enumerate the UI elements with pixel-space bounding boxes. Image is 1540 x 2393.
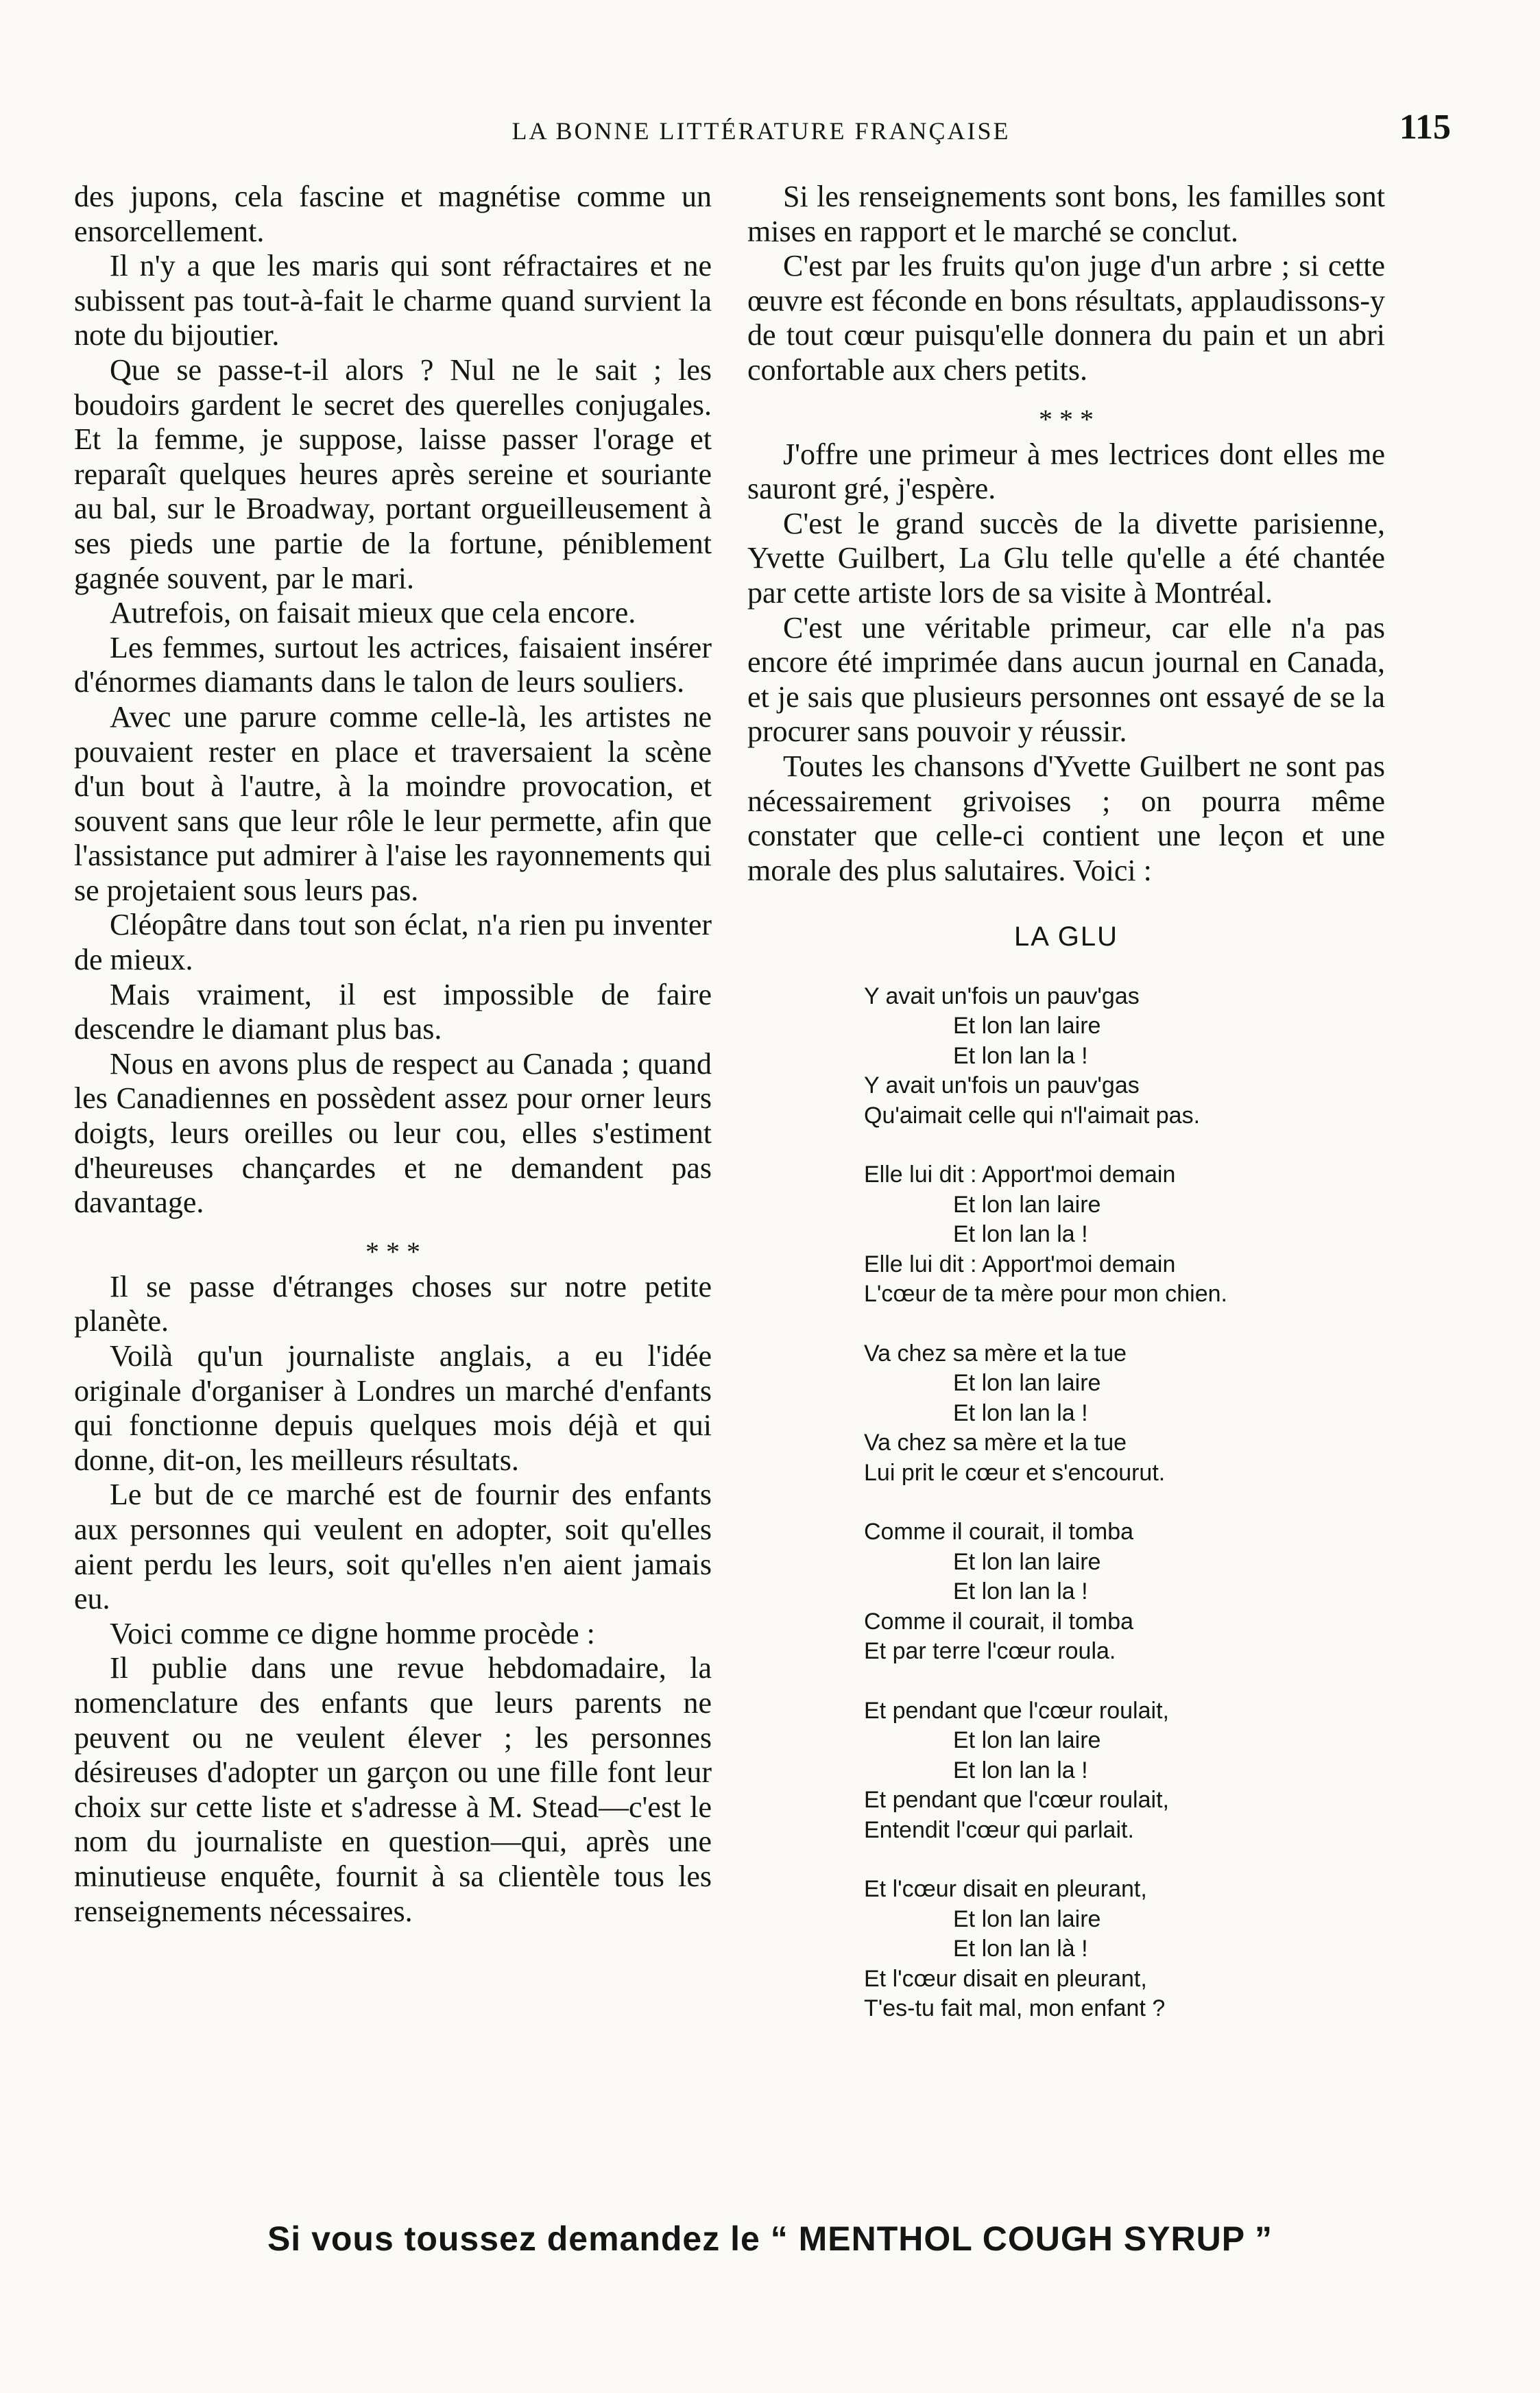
paragraph: Voilà qu'un journaliste anglais, a eu l'idée originale d'organiser à Londres un marché d'enfants qui fonctionne depuis quelques mois déjà et qui donne, dit-on, les meilleurs résultats. bbox=[74, 1339, 712, 1477]
verse-line: Et pendant que l'cœur roulait, bbox=[864, 1787, 1169, 1814]
verse-line: L'cœur de ta mère pour mon chien. bbox=[864, 1281, 1227, 1308]
paragraph: Il n'y a que les maris qui sont réfractaires et ne subissent pas tout-à-fait le charme quand survient la note du bijoutier. bbox=[74, 249, 712, 352]
verse-line: Et l'cœur disait en pleurant, bbox=[864, 1965, 1147, 1992]
running-head bbox=[0, 108, 1540, 158]
paragraph: Autrefois, on faisait mieux que cela encore. bbox=[110, 596, 636, 630]
paragraph: Avec une parure comme celle-là, les artistes ne pouvaient rester en place et traversaient la scène d'un bout à l'autre, à la moindre provocation, et souvent sans que leur rôle le leur permette, afin que l'assistance put admirer à l'aise les rayonnements qui se projetaient sous leurs pas. bbox=[74, 699, 712, 907]
poem-stanza bbox=[864, 1517, 1385, 1667]
verse-line: Lui prit le cœur et s'encourut. bbox=[864, 1459, 1166, 1486]
verse-line: Va chez sa mère et la tue bbox=[864, 1430, 1127, 1456]
refrain-line: Et lon lan laire bbox=[953, 1370, 1101, 1397]
verse-line: Et l'cœur disait en pleurant, bbox=[864, 1876, 1147, 1903]
paragraph: J'offre une primeur à mes lectrices dont elles me sauront gré, j'espère. bbox=[747, 437, 1385, 506]
paragraph: C'est par les fruits qu'on juge d'un arbre ; si cette œuvre est féconde en bons résultats, applaudissons-y de tout cœur puisqu'elle donnera du pain et un abri confortable aux chers petits. bbox=[747, 249, 1385, 387]
verse-line: Entendit l'cœur qui parlait. bbox=[864, 1816, 1134, 1843]
refrain-line: Et lon lan la ! bbox=[953, 1221, 1088, 1248]
paragraph: Le but de ce marché est de fournir des enfants aux personnes qui veulent en adopter, soit qu'elles aient perdu les leurs, soit qu'elles n'en aient jamais eu. bbox=[74, 1478, 712, 1616]
poem-stanza bbox=[864, 1339, 1385, 1489]
verse-line: Et pendant que l'cœur roulait, bbox=[864, 1697, 1169, 1724]
refrain-line: Et lon lan là ! bbox=[953, 1936, 1088, 1962]
verse-line: Comme il courait, il tomba bbox=[864, 1519, 1134, 1546]
refrain-line: Et lon lan la ! bbox=[953, 1399, 1088, 1426]
paragraph: Il publie dans une revue hebdomadaire, la nomenclature des enfants que leurs parents ne peuvent ou ne veulent élever ; les personnes désireuses d'adopter un garçon ou une fille font leur choix sur cette liste et s'adresse à M. Stead—c'est le nom du journaliste en question—qui, après une minutieuse enquête, fournit à sa clientèle tous les renseignements nécessaires. bbox=[74, 1651, 712, 1928]
paragraph: Voici comme ce digne homme procède : bbox=[110, 1616, 595, 1650]
poem-stanza bbox=[864, 1160, 1385, 1310]
paragraph: Si les renseignements sont bons, les familles sont mises en rapport et le marché se conclut. bbox=[747, 180, 1385, 248]
refrain-line: Et lon lan laire bbox=[953, 1905, 1101, 1932]
poem-stanza bbox=[864, 1696, 1385, 1846]
refrain-line: Et lon lan laire bbox=[953, 1013, 1101, 1039]
refrain-line: Et lon lan laire bbox=[953, 1548, 1101, 1575]
verse-line: Elle lui dit : Apport'moi demain bbox=[864, 1251, 1176, 1277]
paragraph: Mais vraiment, il est impossible de faire descendre le diamant plus bas. bbox=[74, 977, 712, 1046]
paragraph: Les femmes, surtout les actrices, faisaient insérer d'énormes diamants dans le talon de leurs souliers. bbox=[74, 630, 712, 699]
paragraph: Cléopâtre dans tout son éclat, n'a rien pu inventer de mieux. bbox=[74, 908, 712, 977]
section-break-asterism: * * * bbox=[1039, 403, 1094, 435]
paragraph: Toutes les chansons d'Yvette Guilbert ne sont pas nécessairement grivoises ; on pourra même constater que celle-ci contient une leçon et une morale des plus salutaires. Voici : bbox=[747, 749, 1385, 887]
paragraph: Que se passe-t-il alors ? Nul ne le sait ; les boudoirs gardent le secret des querelles conjugales. Et la femme, je suppose, laisse passer l'orage et reparaît quelques heures après sereine et souriante au bal, sur le Broadway, portant orgueilleusement à ses pieds une partie de la fortune, péniblement gagnée souvent, par le mari. bbox=[74, 352, 712, 595]
verse-line: Qu'aimait celle qui n'l'aimait pas. bbox=[864, 1102, 1201, 1129]
running-title: LA BONNE LITTÉRATURE FRANÇAISE bbox=[512, 117, 1011, 145]
refrain-line: Et lon lan la ! bbox=[953, 1757, 1088, 1783]
verse-line: Et par terre l'cœur roula. bbox=[864, 1638, 1116, 1665]
footer-advertisement: Si vous toussez demandez le “ MENTHOL COUGH SYRUP ” bbox=[267, 2220, 1273, 2258]
section-break-asterism: * * * bbox=[365, 1236, 420, 1267]
right-column bbox=[747, 180, 1385, 2054]
verse-line: T'es-tu fait mal, mon enfant ? bbox=[864, 1995, 1166, 2022]
verse-line: Va chez sa mère et la tue bbox=[864, 1340, 1127, 1367]
verse-line: Y avait un'fois un pauv'gas bbox=[864, 983, 1140, 1009]
poem-stanza bbox=[864, 1875, 1385, 2024]
refrain-line: Et lon lan la ! bbox=[953, 1042, 1088, 1069]
left-column bbox=[74, 180, 712, 1929]
poem-stanza bbox=[864, 982, 1385, 1131]
verse-line: Y avait un'fois un pauv'gas bbox=[864, 1072, 1140, 1099]
paragraph: des jupons, cela fascine et magnétise comme un ensorcellement. bbox=[74, 180, 712, 248]
paragraph: Il se passe d'étranges choses sur notre petite planète. bbox=[74, 1269, 712, 1338]
poem bbox=[747, 982, 1385, 2024]
refrain-line: Et lon lan la ! bbox=[953, 1578, 1088, 1605]
verse-line: Comme il courait, il tomba bbox=[864, 1608, 1134, 1635]
paragraph: Nous en avons plus de respect au Canada ; quand les Canadiennes en possèdent assez pour orner leurs doigts, leurs oreilles ou leur cou, elles s'estiment d'heureuses chançardes et ne demandent pas davantage. bbox=[74, 1046, 712, 1220]
refrain-line: Et lon lan laire bbox=[953, 1727, 1101, 1754]
verse-line: Elle lui dit : Apport'moi demain bbox=[864, 1162, 1176, 1188]
refrain-line: Et lon lan laire bbox=[953, 1191, 1101, 1218]
paragraph: C'est une véritable primeur, car elle n'a pas encore été imprimée dans aucun journal en Canada, et je sais que plusieurs personnes ont essayé de se la procurer sans pouvoir y réussir. bbox=[747, 610, 1385, 749]
poem-title: LA GLU bbox=[1013, 922, 1119, 952]
paragraph: C'est le grand succès de la divette parisienne, Yvette Guilbert, La Glu telle qu'elle a été chantée par cette artiste lors de sa visite à Montréal. bbox=[747, 506, 1385, 610]
page-number: 115 bbox=[1399, 108, 1451, 147]
